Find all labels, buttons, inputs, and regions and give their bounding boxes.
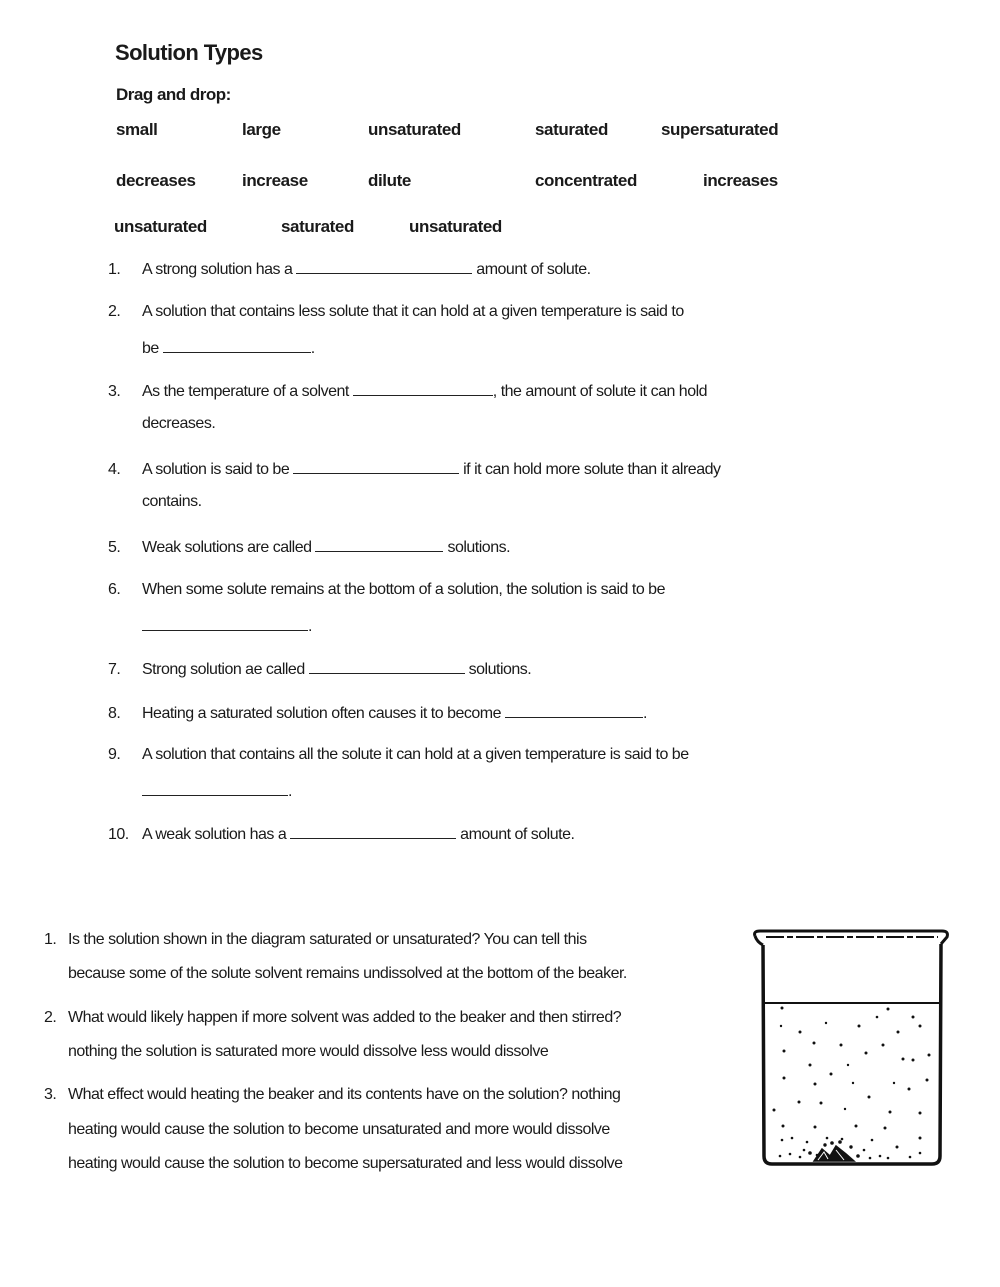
drop-zone-5[interactable] xyxy=(315,537,443,552)
drop-zone-1[interactable] xyxy=(296,259,472,274)
question-9-cont: . xyxy=(142,781,292,801)
draggable-word[interactable]: small xyxy=(116,120,158,139)
diagram-question-3-option[interactable]: heating would cause the solution to become supersaturated and less would dissolve xyxy=(68,1155,623,1172)
question-3-cont: decreases. xyxy=(142,415,216,432)
draggable-word[interactable]: unsaturated xyxy=(114,217,207,236)
question-6: 6. When some solute remains at the bottom of a solution, the solution is said to be xyxy=(108,581,665,598)
instruction-label: Drag and drop: xyxy=(116,85,231,104)
diagram-question-1-cont: because some of the solute solvent remains undissolved at the bottom of the beaker. xyxy=(68,965,627,982)
diagram-question-3-option[interactable]: heating would cause the solution to become unsaturated and more would dissolve xyxy=(68,1121,610,1138)
draggable-word[interactable]: large xyxy=(242,120,281,139)
draggable-word[interactable]: supersaturated xyxy=(661,120,779,139)
draggable-word[interactable]: increase xyxy=(242,171,308,190)
draggable-word[interactable]: concentrated xyxy=(535,171,637,190)
beaker-diagram xyxy=(752,928,952,1173)
diagram-question-3: 3. What effect would heating the beaker and its contents have on the solution? nothing xyxy=(44,1086,621,1103)
diagram-question-2-options[interactable]: nothing the solution is saturated more would dissolve less would dissolve xyxy=(68,1043,549,1060)
draggable-word[interactable]: unsaturated xyxy=(368,120,461,139)
diagram-question-2: 2. What would likely happen if more solvent was added to the beaker and then stirred? xyxy=(44,1009,622,1026)
drop-zone-6[interactable] xyxy=(142,616,308,631)
draggable-word[interactable]: saturated xyxy=(535,120,608,139)
question-4: 4. A solution is said to be if it can hold more solute than it already xyxy=(108,461,721,478)
drop-zone-8[interactable] xyxy=(505,703,643,718)
question-2: 2. A solution that contains less solute that it can hold at a given temperature is said to xyxy=(108,303,684,320)
question-6-cont: . xyxy=(142,616,312,636)
question-8: 8. Heating a saturated solution often causes it to become . xyxy=(108,705,647,722)
question-9: 9. A solution that contains all the solute it can hold at a given temperature is said to be xyxy=(108,746,689,763)
draggable-word[interactable]: dilute xyxy=(368,171,411,190)
question-3: 3. As the temperature of a solvent , the amount of solute it can hold xyxy=(108,383,708,400)
drop-zone-4[interactable] xyxy=(293,459,459,474)
drop-zone-2[interactable] xyxy=(163,338,311,353)
drop-zone-3[interactable] xyxy=(353,381,493,396)
question-4-cont: contains. xyxy=(142,493,202,510)
draggable-word[interactable]: decreases xyxy=(116,171,196,190)
draggable-word[interactable]: saturated xyxy=(281,217,354,236)
drop-zone-10[interactable] xyxy=(290,824,456,839)
drop-zone-7[interactable] xyxy=(309,659,465,674)
question-10: 10. A weak solution has a amount of solute. xyxy=(108,826,575,843)
draggable-word[interactable]: increases xyxy=(703,171,778,190)
beaker-icon xyxy=(752,928,952,1168)
question-1: 1. A strong solution has a amount of solute. xyxy=(108,261,591,278)
question-5: 5. Weak solutions are called solutions. xyxy=(108,539,511,556)
question-7: 7. Strong solution ae called solutions. xyxy=(108,661,532,678)
diagram-question-1: 1. Is the solution shown in the diagram saturated or unsaturated? You can tell this xyxy=(44,931,587,948)
page-title: Solution Types xyxy=(115,40,263,65)
question-2-cont: be . xyxy=(142,340,315,357)
draggable-word[interactable]: unsaturated xyxy=(409,217,502,236)
drop-zone-9[interactable] xyxy=(142,781,288,796)
